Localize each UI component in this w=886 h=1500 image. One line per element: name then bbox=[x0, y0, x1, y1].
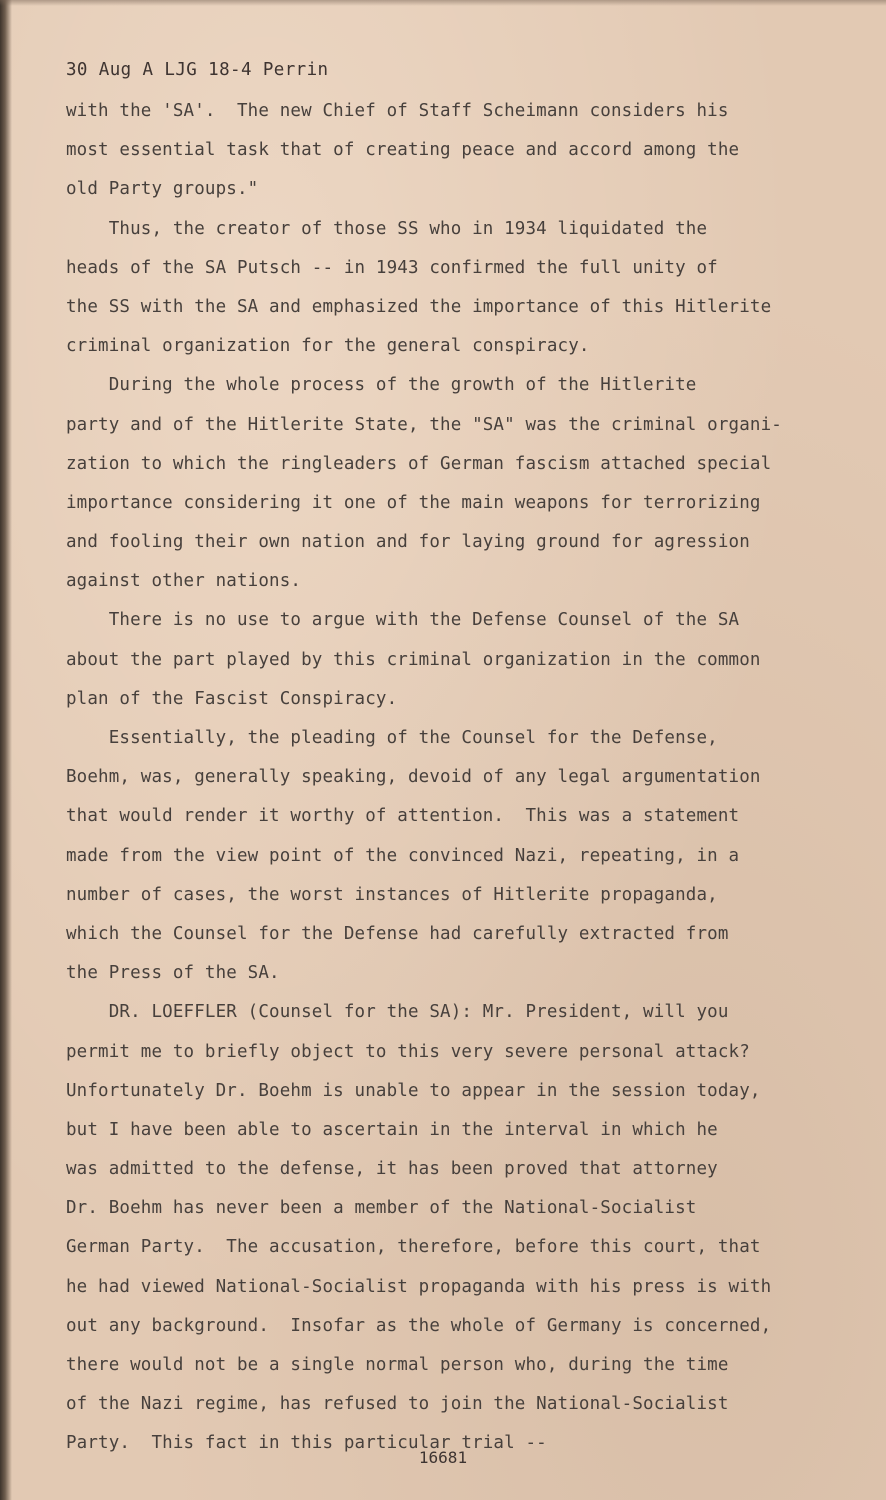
text-line: made from the view point of the convinced Nazi, repeating, in a bbox=[66, 845, 740, 866]
text-line: against other nations. bbox=[66, 571, 302, 592]
text-line: heads of the SA Putsch -- in 1943 confirmed the full unity of bbox=[66, 257, 718, 278]
text-line: Essentially, the pleading of the Counsel for the Defense, bbox=[66, 728, 718, 748]
text-line: of the Nazi regime, has refused to join the National-Socialist bbox=[66, 1394, 729, 1415]
text-line: old Party groups." bbox=[66, 179, 259, 200]
text-line: criminal organization for the general conspiracy. bbox=[66, 336, 590, 357]
text-line: plan of the Fascist Conspiracy. bbox=[66, 688, 398, 709]
text-line: DR. LOEFFLER (Counsel for the SA): Mr. President, will you bbox=[66, 1002, 729, 1023]
text-line: the SS with the SA and emphasized the importance of this Hitlerite bbox=[66, 296, 772, 317]
text-line: importance considering it one of the main weapons for terrorizing bbox=[66, 492, 761, 513]
text-line: most essential task that of creating peace and accord among the bbox=[66, 140, 740, 161]
text-line: which the Counsel for the Defense had carefully extracted from bbox=[66, 923, 729, 944]
text-line: Dr. Boehm has never been a member of the National-Socialist bbox=[66, 1198, 697, 1219]
text-line: and fooling their own nation and for laying ground for agression bbox=[66, 532, 750, 553]
text-line: that would render it worthy of attention. This was a statement bbox=[66, 806, 740, 827]
text-line: Thus, the creator of those SS who in 1934 liquidated the bbox=[66, 218, 708, 239]
text-line: about the part played by this criminal organization in the common bbox=[66, 649, 761, 670]
text-line: zation to which the ringleaders of German fascism attached special bbox=[66, 453, 772, 474]
text-line: Boehm, was, generally speaking, devoid of any legal argumentation bbox=[66, 767, 761, 788]
text-line: number of cases, the worst instances of Hitlerite propaganda, bbox=[66, 884, 718, 905]
transcript-body bbox=[66, 92, 856, 1464]
text-line: there would not be a single normal person who, during the time bbox=[66, 1355, 729, 1375]
text-line: Unfortunately Dr. Boehm is unable to appear in the session today, bbox=[66, 1080, 761, 1101]
text-line: the Press of the SA. bbox=[66, 963, 280, 984]
paper-left-edge bbox=[0, 0, 12, 1500]
text-line: party and of the Hitlerite State, the "SA" was the criminal organi- bbox=[66, 414, 782, 435]
text-line: During the whole process of the growth of the Hitlerite bbox=[66, 375, 697, 396]
text-line: Party. This fact in this particular trial -- bbox=[66, 1433, 547, 1454]
page-header: 30 Aug A LJG 18-4 Perrin bbox=[66, 60, 329, 80]
paper-top-edge bbox=[0, 0, 886, 6]
text-line: out any background. Insofar as the whole of Germany is concerned, bbox=[66, 1315, 772, 1336]
text-line: There is no use to argue with the Defense Counsel of the SA bbox=[66, 610, 740, 631]
text-line: permit me to briefly object to this very severe personal attack? bbox=[66, 1041, 750, 1062]
text-line: he had viewed National-Socialist propaganda with his press is with bbox=[66, 1276, 772, 1297]
text-line: was admitted to the defense, it has been proved that attorney bbox=[66, 1159, 718, 1180]
text-line: with the 'SA'. The new Chief of Staff Scheimann considers his bbox=[66, 101, 729, 121]
text-line: German Party. The accusation, therefore, before this court, that bbox=[66, 1237, 761, 1258]
page-number: 16681 bbox=[418, 1448, 468, 1467]
text-line: but I have been able to ascertain in the interval in which he bbox=[66, 1119, 718, 1140]
